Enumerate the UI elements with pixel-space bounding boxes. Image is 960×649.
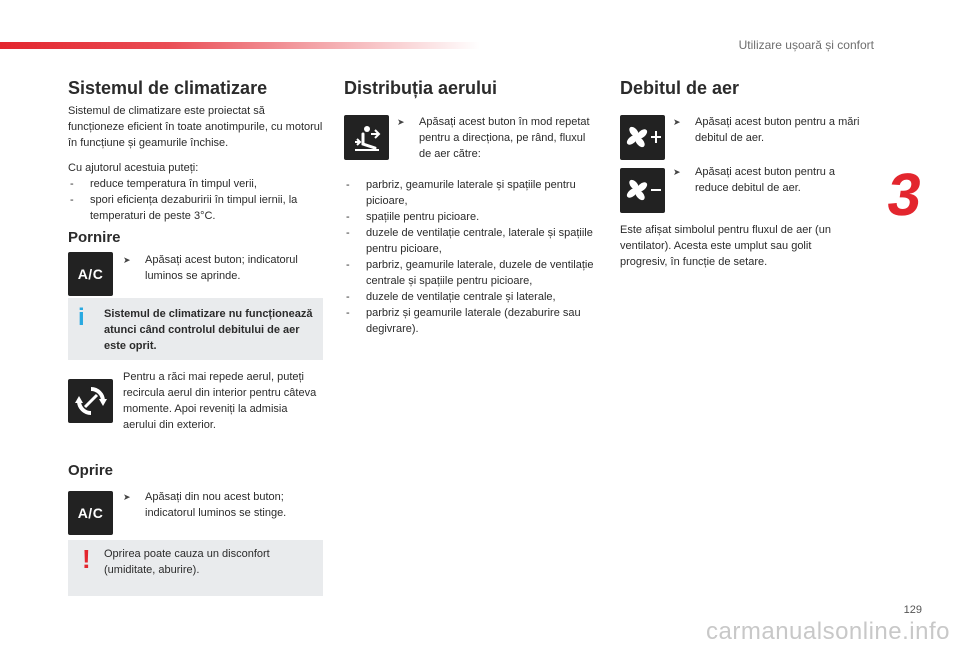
list-item: - spațiile pentru picioare. <box>344 209 600 225</box>
pornire-step-text: Apăsați acest buton; indicatorul luminos se aprinde. <box>145 254 298 282</box>
fan-minus-button-icon <box>620 168 665 213</box>
distributie-title: Distribuția aerului <box>344 78 498 98</box>
list-item: - parbriz, geamurile laterale și spațiile pentru picioare, <box>344 177 600 209</box>
ac-button-label: A/C <box>77 266 104 282</box>
debit-title: Debitul de aer <box>620 78 740 98</box>
debit-minus-step <box>673 164 863 196</box>
watermark: carmanualsonline.info <box>706 618 950 645</box>
list-item: - duzele de ventilație centrale și laterale, <box>344 289 600 305</box>
info-note-box <box>68 298 323 360</box>
info-note-text: Sistemul de climatizare nu funcționează atunci când controlul debitului de aer este oprit. <box>104 308 313 352</box>
fan-minus-icon <box>623 176 663 206</box>
recirculation-text: Pentru a răci mai repede aerul, puteți recircula aerul din interior pentru câteva momente. Apoi reveniți la admisia aerului din exterior. <box>123 371 317 431</box>
ac-off-button-icon <box>68 491 113 535</box>
air-distribution-button-icon <box>344 115 389 160</box>
climatizare-title: Sistemul de climatizare <box>68 78 268 98</box>
debit-plus-step <box>673 114 863 146</box>
oprire-step-text: Apăsați din nou acest buton; indicatorul luminos se stinge. <box>145 491 287 519</box>
debit-minus-step-text: Apăsați acest buton pentru a reduce debitul de aer. <box>695 166 836 194</box>
oprire-step <box>123 489 323 521</box>
header-accent-bar <box>0 42 480 49</box>
distributie-step <box>397 114 597 162</box>
step-arrow-icon: ➤ <box>673 167 681 177</box>
distributie-step-text: Apăsați acest buton în mod repetat pentru a direcționa, pe rând, fluxul de aer către: <box>419 116 590 160</box>
warning-note-box <box>68 540 323 596</box>
oprire-title: Oprire <box>68 462 114 479</box>
list-item: - duzele de ventilație centrale, laterale și spațiile pentru picioare, <box>344 225 600 257</box>
debit-description: Este afișat simbolul pentru fluxul de aer (un ventilator). Acesta este umplut sau golit progresiv, în funcție de setare. <box>620 224 831 268</box>
list-item: - spori eficiența dezaburirii în timpul iernii, la temperaturi de peste 3°C. <box>68 192 328 224</box>
step-arrow-icon: ➤ <box>673 117 681 127</box>
fan-plus-icon <box>623 123 663 153</box>
pornire-step <box>123 252 323 284</box>
recirculation-button-icon <box>68 379 113 423</box>
page-number: 129 <box>903 604 922 616</box>
list-item: - parbriz, geamurile laterale, duzele de ventilație centrale și spațiile pentru picioare, <box>344 257 600 289</box>
air-distribution-icon <box>349 120 385 156</box>
list-item: - reduce temperatura în timpul verii, <box>68 176 328 192</box>
climatizare-can-intro: Cu ajutorul acestuia puteți: <box>68 162 199 174</box>
climatizare-intro: Sistemul de climatizare este proiectat să funcționeze eficient în toate anotimpurile, cu motorul în funcțiune și geamurile închise. <box>68 105 323 149</box>
fan-plus-button-icon <box>620 115 665 160</box>
warning-icon: ! <box>82 544 91 574</box>
step-arrow-icon: ➤ <box>397 117 405 127</box>
ac-button-icon <box>68 252 113 296</box>
section-title: Utilizare ușoară și confort <box>738 38 874 52</box>
step-arrow-icon: ➤ <box>123 255 131 265</box>
recirculation-icon <box>74 384 108 418</box>
step-arrow-icon: ➤ <box>123 492 131 502</box>
info-icon: i <box>78 304 85 331</box>
list-item: - parbriz și geamurile laterale (dezaburire sau degivrare). <box>344 305 600 337</box>
climatizare-can-list <box>68 176 328 224</box>
chapter-number: 3 <box>883 161 927 228</box>
debit-plus-step-text: Apăsați acest buton pentru a mări debitul de aer. <box>695 116 860 144</box>
distributie-list <box>344 177 600 337</box>
warning-note-text: Oprirea poate cauza un disconfort (umiditate, aburire). <box>104 548 270 576</box>
ac-off-button-label: A/C <box>77 505 104 521</box>
pornire-title: Pornire <box>68 229 121 246</box>
